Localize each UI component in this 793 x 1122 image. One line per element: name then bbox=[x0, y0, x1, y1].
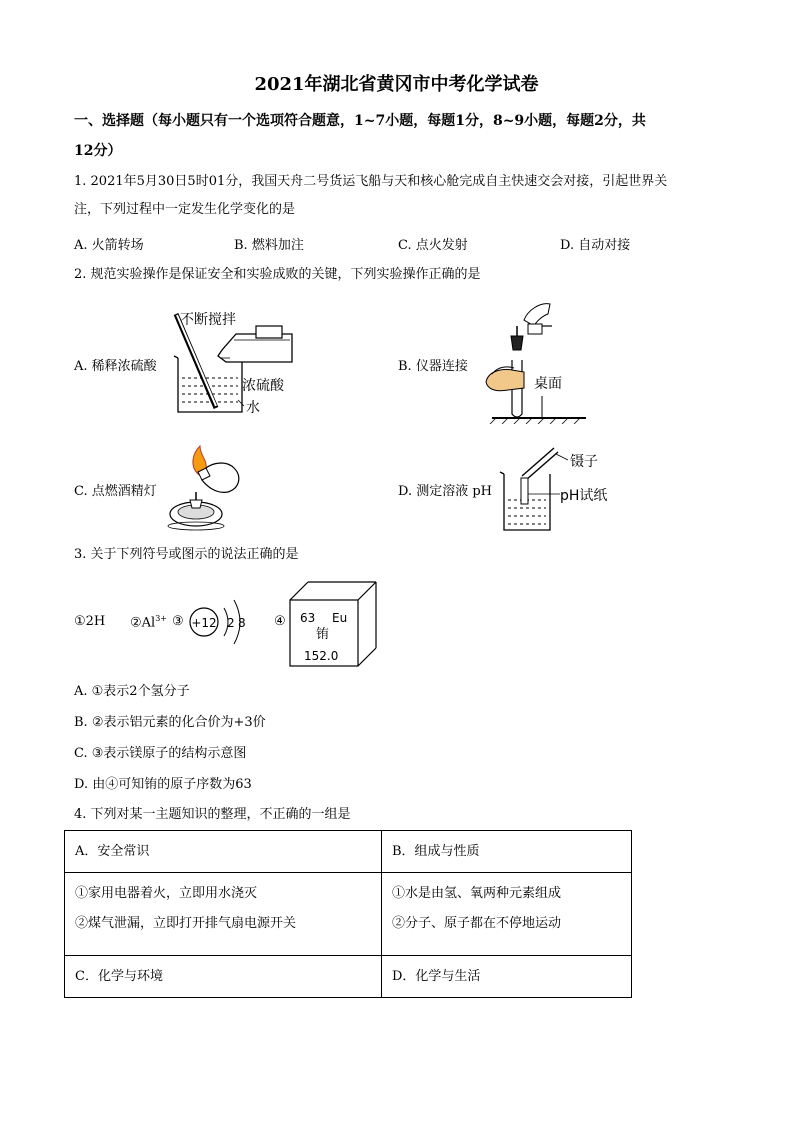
table-row bbox=[65, 873, 632, 956]
q1-option-b: B. 燃料加注 bbox=[234, 238, 304, 253]
atom-structure-diagram bbox=[184, 588, 264, 658]
question-4: 4. 下列对某一主题知识的整理，不正确的一组是 bbox=[74, 807, 351, 822]
q2-option-c: C. 点燃酒精灯 bbox=[74, 484, 157, 499]
table-row bbox=[65, 831, 632, 873]
page-title: 2021年湖北省黄冈市中考化学试卷 bbox=[254, 74, 539, 95]
cell-b-body bbox=[382, 873, 632, 956]
question-2: 2. 规范实验操作是保证安全和实验成败的关键，下列实验操作正确的是 bbox=[74, 267, 481, 282]
atomic-number: 63 bbox=[300, 611, 316, 625]
question-1-line1: 1. 2021年5月30日5时01分，我国天舟二号货运飞船与天和核心舱完成自主快速交会对接，引起世界关 bbox=[74, 174, 668, 189]
q3-option-c: C. ③表示镁原子的结构示意图 bbox=[74, 746, 247, 761]
q3-option-a: A. ①表示2个氢分子 bbox=[74, 684, 190, 699]
water-label: 水 bbox=[246, 400, 260, 416]
element-symbol: Eu bbox=[332, 611, 348, 625]
symbol-2h: ①2H bbox=[74, 614, 106, 629]
q1-option-a: A. 火箭转场 bbox=[74, 238, 144, 253]
shell-2-count: 8 bbox=[238, 616, 246, 630]
section-heading bbox=[74, 106, 734, 166]
cell-a-line2: ②煤气泄漏，立即打开排气扇电源开关 bbox=[75, 916, 297, 931]
instrument-connect-figure bbox=[478, 296, 598, 424]
cell-d-head: D．化学与生活 bbox=[382, 956, 632, 998]
q1-option-d: D. 自动对接 bbox=[560, 238, 631, 253]
q2-option-b: B. 仪器连接 bbox=[398, 359, 468, 374]
symbol-4-label: ④ bbox=[274, 614, 286, 629]
symbol-al3 bbox=[130, 614, 167, 630]
ph-paper-label: pH试纸 bbox=[560, 488, 608, 504]
knowledge-table bbox=[64, 830, 632, 998]
table-row bbox=[65, 956, 632, 998]
cell-c-head: C．化学与环境 bbox=[65, 956, 382, 998]
symbol-3-label: ③ bbox=[172, 614, 184, 629]
q3-option-d: D. 由④可知铕的原子序数为63 bbox=[74, 777, 252, 792]
symbol-al-text: ②Al bbox=[130, 615, 156, 631]
cell-b-line1: ①水是由氢、氧两种元素组成 bbox=[392, 886, 562, 901]
q3-options bbox=[74, 676, 734, 800]
nucleus-charge: +12 bbox=[191, 616, 217, 630]
dilute-acid-figure bbox=[160, 300, 300, 420]
table-label: 桌面 bbox=[534, 376, 562, 392]
question-1-line2: 注，下列过程中一定发生化学变化的是 bbox=[74, 202, 296, 217]
element-card bbox=[288, 580, 380, 670]
cell-a-body bbox=[65, 873, 382, 956]
q2-option-d: D. 测定溶液 pH bbox=[398, 484, 493, 499]
shell-1-count: 2 bbox=[227, 616, 235, 630]
question-1 bbox=[74, 168, 734, 224]
section-heading-line1: 一、选择题（每小题只有一个选项符合题意，1~7小题，每题1分，8~9小题，每题2分，共 bbox=[74, 113, 646, 129]
cell-a-line1: ①家用电器着火，立即用水浇灭 bbox=[75, 886, 258, 901]
ph-test-figure bbox=[496, 440, 616, 532]
q2-option-a: A. 稀释浓硫酸 bbox=[74, 359, 157, 374]
symbol-al-charge: 3+ bbox=[155, 614, 167, 623]
cell-b-head: B．组成与性质 bbox=[382, 831, 632, 873]
atomic-mass: 152.0 bbox=[304, 649, 339, 663]
element-name: 铕 bbox=[316, 627, 330, 642]
acid-label: 浓硫酸 bbox=[242, 378, 284, 394]
q3-option-b: B. ②表示铝元素的化合价为+3价 bbox=[74, 715, 266, 730]
alcohol-lamp-figure bbox=[162, 442, 254, 532]
stir-label: 不断搅拌 bbox=[180, 312, 236, 328]
section-heading-line2: 12分） bbox=[74, 143, 122, 159]
cell-a-head: A．安全常识 bbox=[65, 831, 382, 873]
cell-b-line2: ②分子、原子都在不停地运动 bbox=[392, 916, 562, 931]
q1-option-c: C. 点火发射 bbox=[398, 238, 468, 253]
question-3: 3. 关于下列符号或图示的说法正确的是 bbox=[74, 547, 299, 562]
tweezers-label: 镊子 bbox=[570, 454, 598, 470]
